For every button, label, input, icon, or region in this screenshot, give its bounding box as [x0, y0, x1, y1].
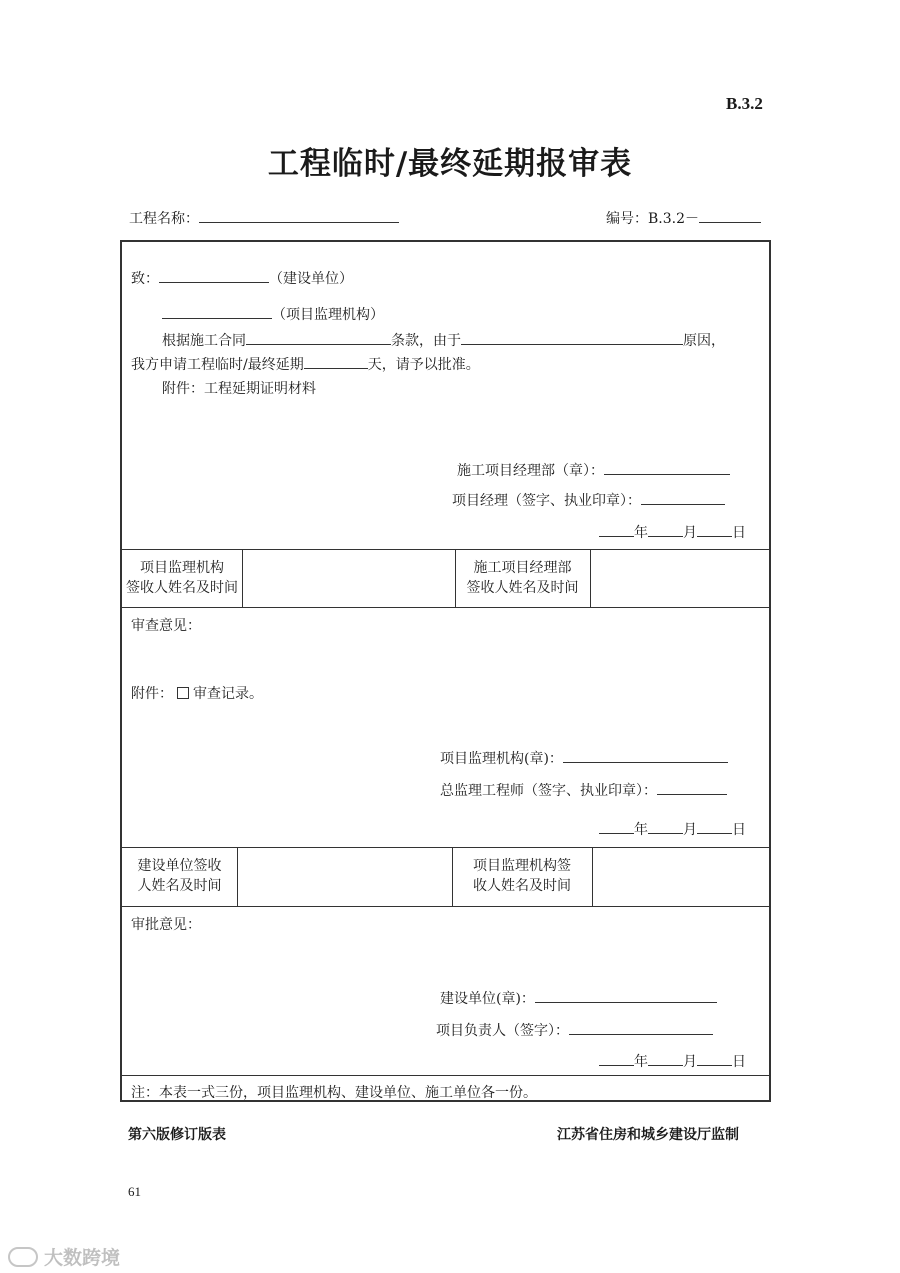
receipt2-right-label	[452, 856, 592, 896]
month-label-3: 月	[683, 1054, 697, 1070]
receipt2-left-label	[122, 856, 237, 896]
watermark	[8, 1243, 120, 1270]
watermark-text: 大数跨境	[44, 1247, 121, 1269]
line1-prefix: 根据施工合同	[162, 333, 246, 349]
receipt1-left-line2: 签收人姓名及时间	[126, 580, 238, 596]
pm-sign-row	[452, 490, 725, 510]
year-label-1: 年	[634, 525, 648, 541]
line2-suffix: 天，请予以批准。	[367, 357, 480, 373]
project-name-blank[interactable]	[199, 208, 399, 223]
contractor-seal-row	[457, 460, 730, 480]
month-blank-2[interactable]	[648, 819, 683, 834]
days-row	[131, 354, 480, 374]
date-row-3	[599, 1051, 746, 1071]
form-code: B.3.2	[726, 94, 763, 113]
receipt1-right-line1: 施工项目经理部	[473, 560, 572, 576]
receipt2-right-value[interactable]	[593, 848, 769, 906]
to-blank-2[interactable]	[162, 304, 272, 319]
receipt1-right-line2: 签收人姓名及时间	[466, 580, 579, 596]
to-unit-1: （建设单位）	[269, 271, 353, 287]
approval-label: 审批意见：	[131, 917, 201, 933]
receipt2-right-line2: 收人姓名及时间	[473, 878, 571, 894]
owner-pm-label: 项目负责人（签字）：	[436, 1023, 569, 1039]
to-unit-2: （项目监理机构）	[272, 307, 384, 323]
day-label-3: 日	[732, 1054, 746, 1070]
chief-engineer-row	[440, 780, 727, 800]
receipt2-left-line2: 人姓名及时间	[137, 878, 222, 894]
day-blank-3[interactable]	[697, 1051, 732, 1066]
review-attachment-suffix: 审查记录。	[193, 686, 263, 702]
day-blank-2[interactable]	[697, 819, 732, 834]
owner-pm-row	[436, 1020, 713, 1040]
year-blank-1[interactable]	[599, 522, 634, 537]
pm-sign-label: 项目经理（签字、执业印章）：	[452, 493, 641, 509]
year-label-3: 年	[634, 1054, 648, 1070]
day-blank-1[interactable]	[697, 522, 732, 537]
year-blank-3[interactable]	[599, 1051, 634, 1066]
review-record-checkbox[interactable]	[177, 687, 189, 699]
supervisor-seal-blank[interactable]	[563, 748, 728, 763]
chief-engineer-label: 总监理工程师（签字、执业印章）：	[440, 783, 657, 799]
watermark-logo-icon	[8, 1247, 38, 1267]
rule-5	[122, 1075, 769, 1076]
project-name-row	[129, 208, 399, 228]
project-name-label: 工程名称：	[129, 211, 199, 227]
days-blank[interactable]	[304, 354, 368, 369]
form-table	[120, 240, 771, 1102]
receipt2-right-line1: 项目监理机构签	[473, 858, 571, 874]
number-label: 编号：B.3.2－	[606, 211, 700, 227]
footer-edition: 第六版修订版表	[128, 1127, 226, 1143]
owner-seal-label: 建设单位(章)：	[440, 991, 535, 1007]
number-row	[606, 208, 761, 228]
month-blank-3[interactable]	[648, 1051, 683, 1066]
reason-blank[interactable]	[461, 330, 683, 345]
to-row-2	[162, 304, 384, 324]
review-attachment-row	[131, 683, 263, 703]
day-label-2: 日	[732, 822, 746, 838]
line1-suffix: 原因，	[683, 333, 725, 349]
pm-sign-blank[interactable]	[641, 490, 725, 505]
receipt1-left-value[interactable]	[243, 550, 454, 607]
year-label-2: 年	[634, 822, 648, 838]
number-blank[interactable]	[699, 208, 761, 223]
to-label: 致：	[131, 271, 159, 287]
supervisor-seal-row	[440, 748, 728, 768]
date-row-2	[599, 819, 746, 839]
reason-row	[162, 330, 725, 350]
receipt1-right-label	[455, 558, 590, 598]
month-label-2: 月	[683, 822, 697, 838]
owner-seal-blank[interactable]	[535, 988, 717, 1003]
contract-clause-blank[interactable]	[246, 330, 391, 345]
receipt2-left-line1: 建设单位签收	[137, 858, 222, 874]
day-label-1: 日	[732, 525, 746, 541]
supervisor-seal-label: 项目监理机构(章)：	[440, 751, 563, 767]
receipt1-right-value[interactable]	[591, 550, 769, 607]
contractor-seal-blank[interactable]	[604, 460, 730, 475]
month-blank-1[interactable]	[648, 522, 683, 537]
line1-mid: 条款，由于	[391, 333, 461, 349]
contractor-seal-label: 施工项目经理部（章）：	[457, 463, 604, 479]
date-row-1	[599, 522, 746, 542]
chief-engineer-blank[interactable]	[657, 780, 727, 795]
rule-4	[122, 906, 769, 907]
review-label: 审查意见：	[131, 618, 201, 634]
page-number: 61	[128, 1184, 141, 1199]
year-blank-2[interactable]	[599, 819, 634, 834]
month-label-1: 月	[683, 525, 697, 541]
rule-2	[122, 607, 769, 608]
note-text: 注：本表一式三份，项目监理机构、建设单位、施工单位各一份。	[131, 1085, 537, 1101]
receipt1-left-line1: 项目监理机构	[140, 560, 224, 576]
receipt1-left-label	[122, 558, 242, 598]
attachment-text: 附件：工程延期证明材料	[162, 381, 316, 397]
to-blank-1[interactable]	[159, 268, 269, 283]
page-title: 工程临时/最终延期报审表	[267, 146, 633, 182]
owner-seal-row	[440, 988, 717, 1008]
line2-prefix: 我方申请工程临时/最终延期	[131, 357, 304, 373]
footer-issuer: 江苏省住房和城乡建设厅监制	[557, 1127, 739, 1143]
review-attachment-prefix: 附件：	[131, 686, 173, 702]
to-row-1	[131, 268, 353, 288]
owner-pm-blank[interactable]	[569, 1020, 713, 1035]
receipt2-left-value[interactable]	[238, 848, 451, 906]
